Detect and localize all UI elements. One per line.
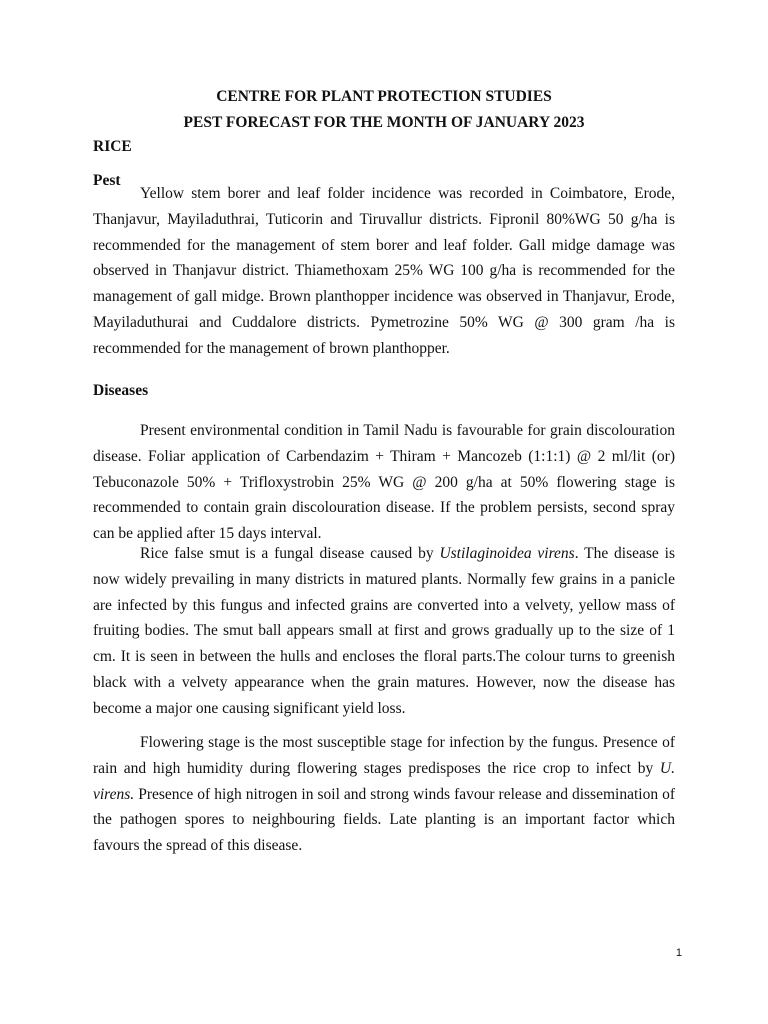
pest-paragraph: Yellow stem borer and leaf folder incidence was recorded in Coimbatore, Erode, Thanjavur, Mayiladuthrai, Tuticorin and Tiruvallur districts. Fipronil 80%WG 50 g/ha is recommended for the management of stem borer and leaf folder. Gall midge damage was observed in Thanjavur district. Thiamethoxam 25% WG 100 g/ha is recommended for the management of gall midge. Brown planthopper incidence was observed in Thanjavur, Erode, Mayiladuthurai and Cuddalore districts. Pymetrozine 50% WG @ 300 gram /ha is recommended for the management of brown planthopper. (93, 185, 675, 357)
false-smut-text-start: Rice false smut is a fungal disease caused by (140, 545, 440, 562)
document-title: CENTRE FOR PLANT PROTECTION STUDIES (216, 88, 552, 105)
disease-paragraph-false-smut (93, 541, 675, 722)
page-number: 1 (675, 947, 682, 959)
flowering-text-end: Presence of high nitrogen in soil and strong winds favour release and dissemination of the pathogen spores to neighbouring fields. Late planting is an important factor which favours the spread of this disease. (93, 785, 675, 855)
disease-paragraph-grain-discolouration: Present environmental condition in Tamil Nadu is favourable for grain discolouration disease. Foliar application of Carbendazim + Thiram + Mancozeb (1:1:1) @ 2 ml/lit (or) Tebuconazole 50% + Trifloxystrobin 25% WG @ 200 g/ha at 50% flowering stage is recommended to contain grain discolouration disease. If the problem persists, second spray can be applied after 15 days interval. (93, 422, 675, 543)
false-smut-text-end: . The disease is now widely prevailing in many districts in matured plants. Normally few grains in a panicle are infected by this fungus and infected grains are converted into a velvety, yellow mass of fruiting bodies. The smut ball appears small at first and grows gradually up to the size of 1 cm. It is seen in between the hulls and encloses the floral parts.The colour turns to greenish black with a velvety appearance when the grain matures. However, now the disease has become a major one causing significant yield loss. (93, 545, 675, 717)
flowering-text-start: Flowering stage is the most susceptible stage for infection by the fungus. Presence of rain and high humidity during flowering stages predisposes the rice crop to infect by (93, 734, 675, 777)
pathogen-abbrev-italic: U. virens. (93, 759, 675, 803)
section-heading-rice: RICE (93, 138, 132, 155)
subsection-heading-diseases: Diseases (93, 382, 149, 399)
disease-paragraph-flowering-stage (93, 730, 675, 859)
document-subtitle: PEST FORECAST FOR THE MONTH OF JANUARY 2023 (183, 114, 585, 131)
subsection-heading-pest: Pest (93, 172, 121, 189)
pathogen-name-italic: Ustilaginoidea virens (439, 545, 575, 562)
